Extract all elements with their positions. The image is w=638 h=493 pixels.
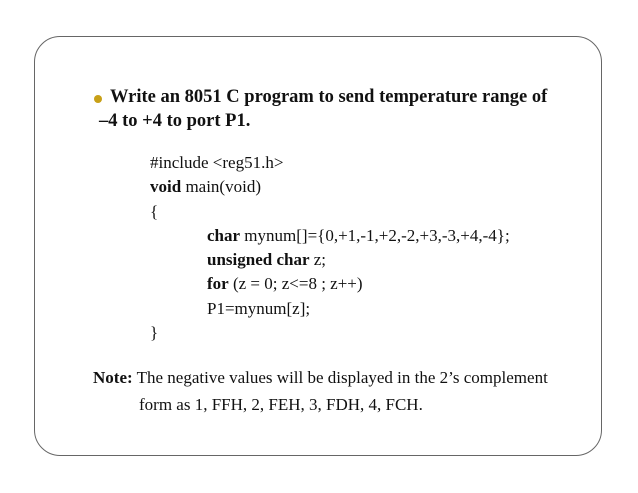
note-text-1: The negative values will be displayed in the 2’s complement [132, 368, 548, 387]
bullet-dot-icon [94, 95, 102, 103]
bullet-text [99, 85, 585, 133]
keyword-void: void [150, 177, 182, 197]
code-for-rest: (z = 0; z<=8 ; z++) [228, 274, 363, 294]
note-label: Note: [93, 368, 133, 387]
code-for-loop [150, 272, 510, 296]
code-close-brace: } [150, 323, 159, 343]
code-include: #include <reg51.h> [150, 153, 284, 172]
code-char-rest: mynum[]={0,+1,-1,+2,-2,+3,-3,+4,-4}; [240, 225, 510, 245]
code-main-rest: main(void) [181, 177, 261, 197]
note-line-1 [93, 364, 593, 391]
keyword-unsigned-char: unsigned char [207, 250, 310, 270]
code-block [150, 151, 510, 345]
bullet-line-1: Write an 8051 C program to send temperature range of [110, 87, 548, 107]
bullet-line-2: –4 to +4 to port P1. [99, 111, 251, 131]
code-uchar-rest: z; [309, 250, 327, 270]
keyword-for: for [207, 274, 229, 294]
note-line-2: form as 1, FFH, 2, FEH, 3, FDH, 4, FCH. [139, 395, 423, 414]
code-uchar-decl [150, 248, 510, 272]
code-char-decl [150, 224, 510, 248]
code-assign: P1=mynum[z]; [207, 298, 311, 318]
keyword-char: char [207, 225, 241, 245]
code-main [150, 175, 510, 199]
note-block [93, 364, 593, 418]
code-open-brace: { [150, 201, 159, 221]
